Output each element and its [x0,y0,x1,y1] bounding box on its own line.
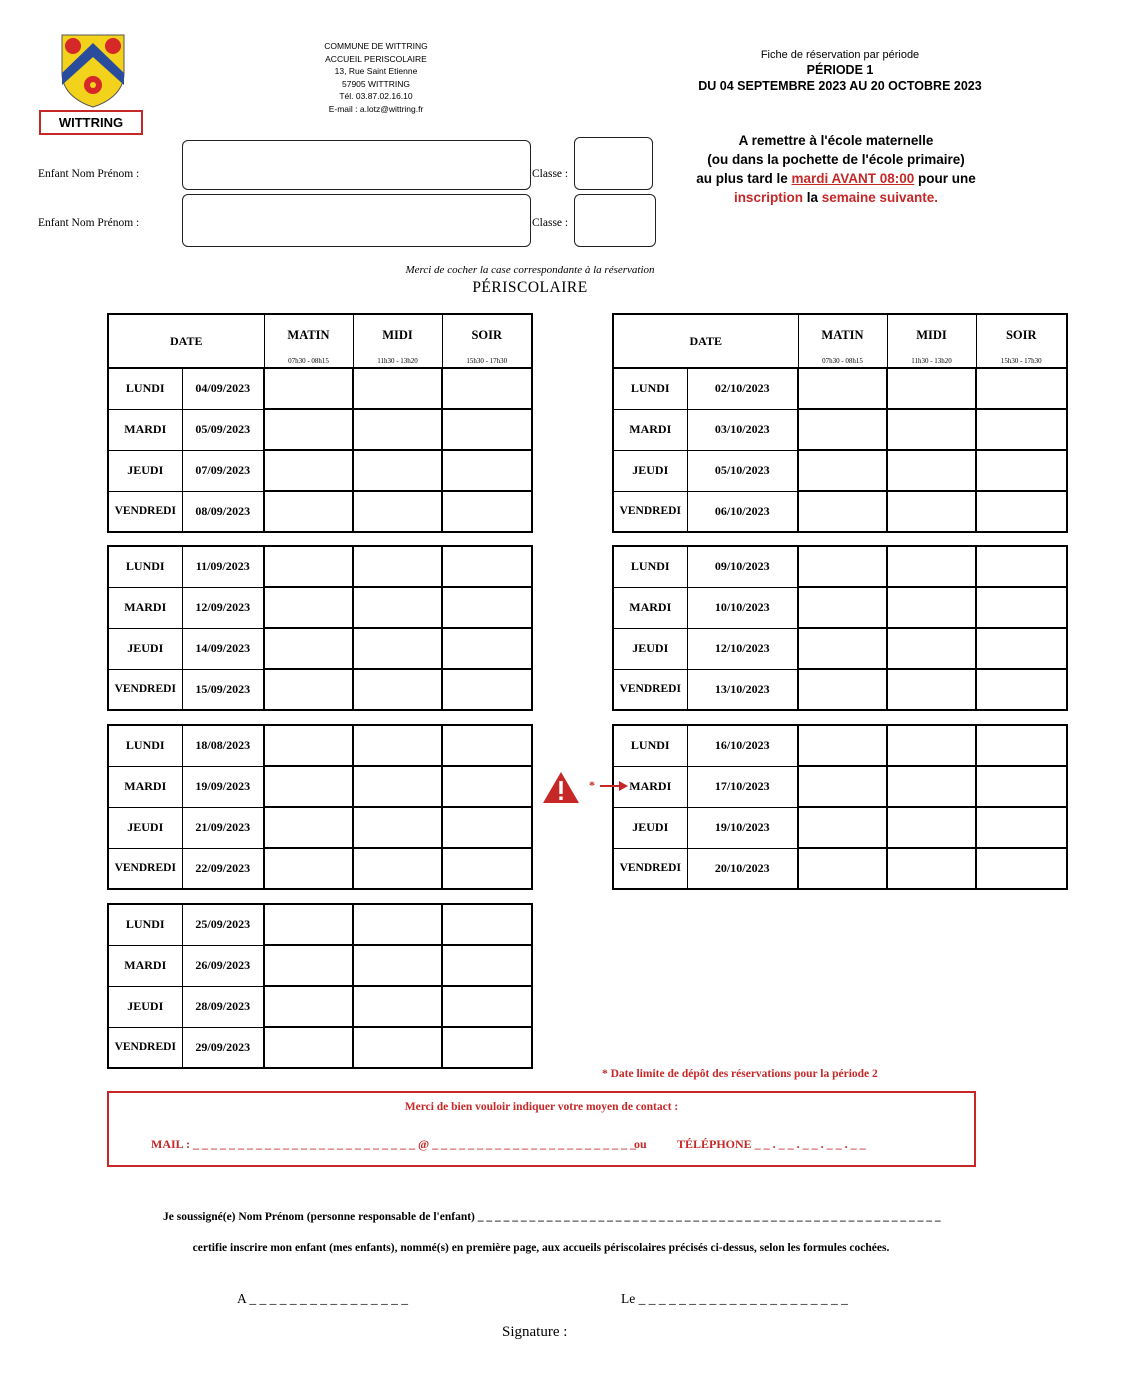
slot-time: 07h30 - 08h15 [822,357,863,365]
slot-time: 11h30 - 13h20 [377,357,418,365]
slot-name: MATIN [821,328,864,342]
date-cell: 12/10/2023 [687,628,798,669]
checkbox-midi[interactable] [887,546,976,587]
checkbox-soir[interactable] [442,848,532,889]
address-line: ACCUEIL PERISCOLAIRE [325,53,427,64]
checkbox-matin[interactable] [264,848,353,889]
date-cell: 07/09/2023 [182,450,264,491]
checkbox-midi[interactable] [353,848,442,889]
table-row [613,807,1067,848]
checkbox-midi[interactable] [887,848,976,889]
notice-highlight: semaine suivante [821,190,935,205]
checkbox-matin[interactable] [264,807,353,848]
checkbox-soir[interactable] [976,409,1067,450]
day-cell: VENDREDI [108,491,182,532]
date-cell: 06/10/2023 [687,491,798,532]
day-cell: JEUDI [108,986,182,1027]
slot-time: 11h30 - 13h20 [911,357,952,365]
date-cell: 21/09/2023 [182,807,264,848]
date-cell: 10/10/2023 [687,587,798,628]
table-row [613,766,1067,807]
week-table [107,367,533,533]
address-block [286,40,466,115]
day-cell: VENDREDI [108,669,182,710]
checkbox-midi[interactable] [353,807,442,848]
table-row [108,725,532,766]
address-line: COMMUNE DE WITTRING [324,41,428,51]
deadline-note: * Date limite de dépôt des réservations pour la période 2 [602,1068,878,1080]
notice-deadline: mardi AVANT 08:00 [791,171,915,186]
day-cell: LUNDI [108,725,182,766]
slot-name: MIDI [382,328,413,342]
date-cell: 26/09/2023 [182,945,264,986]
checkbox-midi[interactable] [353,904,442,945]
checkbox-midi[interactable] [887,725,976,766]
checkbox-soir[interactable] [442,368,532,409]
checkbox-matin[interactable] [798,491,887,532]
checkbox-midi[interactable] [887,491,976,532]
slot-time: 15h30 - 17h30 [466,357,508,365]
checkbox-midi[interactable] [353,669,442,710]
slot-header-matin [264,314,353,368]
address-line: 57905 WITTRING [341,78,411,89]
checkbox-matin[interactable] [798,546,887,587]
date-cell: 02/10/2023 [687,368,798,409]
notice-text: . [934,190,939,205]
date-cell: 19/09/2023 [182,766,264,807]
day-cell: MARDI [613,587,687,628]
instructions: Merci de cocher la case correspondante à la réservation [405,264,655,276]
slot-name: MIDI [916,328,947,342]
warning-icon [541,770,581,805]
checkbox-midi[interactable] [887,587,976,628]
checkbox-matin[interactable] [798,450,887,491]
table-row [108,807,532,848]
checkbox-soir[interactable] [976,368,1067,409]
date-cell: 25/09/2023 [182,904,264,945]
date-cell: 28/09/2023 [182,986,264,1027]
checkbox-matin[interactable] [264,669,353,710]
slot-header-soir [442,314,532,368]
arrow-right-icon [599,780,629,792]
notice-line: A remettre à l'école maternelle [738,133,934,148]
week-table [612,367,1068,533]
place-field[interactable]: A _ _ _ _ _ _ _ _ _ _ _ _ _ _ _ _ [237,1291,409,1306]
checkbox-midi[interactable] [353,587,442,628]
contact-intro: Merci de bien vouloir indiquer votre moyen de contact : [404,1101,679,1113]
checkbox-matin[interactable] [264,628,353,669]
address-line: Tél. 03.87.02.16.10 [339,91,413,101]
checkbox-soir[interactable] [976,491,1067,532]
deadline-star: * [589,778,595,792]
notice-line: (ou dans la pochette de l'école primaire) [707,152,965,167]
contact-or: ou [634,1137,647,1151]
table-row [613,725,1067,766]
date-cell: 20/10/2023 [687,848,798,889]
checkbox-matin[interactable] [264,546,353,587]
checkbox-matin[interactable] [264,587,353,628]
checkbox-soir[interactable] [442,450,532,491]
contact-box [107,1091,976,1167]
logo-wordmark: WITTRING [39,110,143,135]
table-row [108,986,532,1027]
slot-time: 15h30 - 17h30 [1000,357,1042,365]
date-field[interactable]: Le _ _ _ _ _ _ _ _ _ _ _ _ _ _ _ _ _ _ _ _ _ [621,1291,848,1306]
date-cell: 03/10/2023 [687,409,798,450]
date-cell: 09/10/2023 [687,546,798,587]
table-row [613,368,1067,409]
day-cell: LUNDI [613,546,687,587]
day-cell: JEUDI [613,628,687,669]
date-header: DATE [108,314,264,368]
table-row [108,409,532,450]
checkbox-soir[interactable] [442,766,532,807]
checkbox-matin[interactable] [264,725,353,766]
checkbox-midi[interactable] [353,945,442,986]
slot-header-midi [887,314,976,368]
week-table [107,903,533,1069]
checkbox-matin[interactable] [798,669,887,710]
checkbox-soir[interactable] [442,725,532,766]
checkbox-matin[interactable] [264,904,353,945]
day-cell: MARDI [108,409,182,450]
fiche-title: Fiche de réservation par période [760,49,920,61]
checkbox-midi[interactable] [353,450,442,491]
date-cell: 15/09/2023 [182,669,264,710]
day-cell: LUNDI [108,368,182,409]
checkbox-soir[interactable] [976,848,1067,889]
date-header: DATE [613,314,798,368]
date-cell: 11/09/2023 [182,546,264,587]
checkbox-soir[interactable] [442,546,532,587]
notice-highlight: inscription [733,190,803,205]
checkbox-soir[interactable] [442,945,532,986]
checkbox-matin[interactable] [264,368,353,409]
checkbox-soir[interactable] [976,669,1067,710]
date-cell: 22/09/2023 [182,848,264,889]
notice-line [676,188,996,207]
day-cell: LUNDI [613,725,687,766]
day-cell: JEUDI [108,628,182,669]
child-2-classe-field[interactable] [574,194,656,247]
week-table [107,545,533,711]
checkbox-midi[interactable] [887,368,976,409]
checkbox-midi[interactable] [353,1027,442,1068]
checkbox-midi[interactable] [887,766,976,807]
checkbox-midi[interactable] [887,807,976,848]
checkbox-matin[interactable] [798,848,887,889]
checkbox-matin[interactable] [798,409,887,450]
checkbox-midi[interactable] [887,669,976,710]
checkbox-midi[interactable] [353,986,442,1027]
checkbox-soir[interactable] [442,904,532,945]
day-cell: VENDREDI [108,848,182,889]
checkbox-midi[interactable] [353,546,442,587]
checkbox-soir[interactable] [976,766,1067,807]
notice-line [676,169,996,188]
checkbox-matin[interactable] [264,1027,353,1068]
address-line: E-mail : a.lotz@wittring.fr [328,103,424,114]
date-cell: 29/09/2023 [182,1027,264,1068]
checkbox-matin[interactable] [798,725,887,766]
section-title: PÉRISCOLAIRE [472,279,588,296]
date-cell: 16/10/2023 [687,725,798,766]
day-cell: MARDI [108,587,182,628]
day-cell: MARDI [613,766,687,807]
phone-field[interactable]: TÉLÉPHONE _ _ . _ _ . _ _ . _ _ . _ _ [677,1137,866,1151]
notice-text: au plus tard le [696,171,792,186]
date-cell: 17/10/2023 [687,766,798,807]
table-row [108,587,532,628]
checkbox-midi[interactable] [353,628,442,669]
wittring-crest-logo [60,33,126,108]
periode-dates: DU 04 SEPTEMBRE 2023 AU 20 OCTOBRE 2023 [698,79,982,93]
table-row [613,848,1067,889]
slot-time: 07h30 - 08h15 [288,357,329,365]
declaration-name-line[interactable]: Je soussigné(e) Nom Prénom (personne responsable de l'enfant) _ _ _ _ _ _ _ _ _ _ _ _ _ _ _ _ _ _ _ _ _ _ _ _ _ _ _ _ _ _ _ _ _ _ _ _ _ _ _ _ _ _ _ _ _ _ _ _ _ _ _ _ _ _ [163,1211,941,1223]
checkbox-soir[interactable] [442,491,532,532]
date-cell: 14/09/2023 [182,628,264,669]
day-cell: VENDREDI [613,669,687,710]
day-cell: JEUDI [613,450,687,491]
date-cell: 08/09/2023 [182,491,264,532]
checkbox-soir[interactable] [442,409,532,450]
checkbox-midi[interactable] [887,628,976,669]
date-cell: 05/10/2023 [687,450,798,491]
day-cell: VENDREDI [108,1027,182,1068]
table-row [108,450,532,491]
table-header-right [612,313,1068,369]
checkbox-soir[interactable] [442,587,532,628]
checkbox-soir[interactable] [976,807,1067,848]
date-cell: 13/10/2023 [687,669,798,710]
slot-header-matin [798,314,887,368]
table-row [613,587,1067,628]
mail-field[interactable]: MAIL : _ _ _ _ _ _ _ _ _ _ _ _ _ _ _ _ _ _ _ _ _ _ _ _ _ @ _ _ _ _ _ _ _ _ _ _ _ _ _ _ _ _ _ _ _ _ _ _ _ [151,1137,637,1151]
checkbox-matin[interactable] [798,807,887,848]
table-row [613,409,1067,450]
day-cell: MARDI [108,766,182,807]
table-row [613,450,1067,491]
table-row [108,546,532,587]
date-cell: 04/09/2023 [182,368,264,409]
table-row [108,766,532,807]
checkbox-soir[interactable] [976,450,1067,491]
classe-label: Classe : [532,217,569,229]
table-row [613,491,1067,532]
checkbox-matin[interactable] [264,766,353,807]
checkbox-soir[interactable] [442,1027,532,1068]
table-row [108,491,532,532]
day-cell: VENDREDI [613,848,687,889]
checkbox-matin[interactable] [264,409,353,450]
checkbox-matin[interactable] [264,491,353,532]
checkbox-soir[interactable] [976,546,1067,587]
submission-notice [676,131,996,207]
checkbox-midi[interactable] [887,450,976,491]
day-cell: MARDI [613,409,687,450]
child-2-name-field[interactable] [182,194,531,247]
checkbox-midi[interactable] [353,368,442,409]
slot-name: MATIN [287,328,330,342]
table-row [613,546,1067,587]
table-row [108,669,532,710]
notice-text: la [802,190,822,205]
signature-label: Signature : [502,1324,568,1340]
day-cell: MARDI [108,945,182,986]
checkbox-soir[interactable] [976,628,1067,669]
classe-label: Classe : [532,168,569,180]
table-row [108,848,532,889]
date-cell: 12/09/2023 [182,587,264,628]
slot-name: SOIR [1005,328,1037,342]
checkbox-matin[interactable] [798,587,887,628]
slot-name: SOIR [471,328,503,342]
checkbox-soir[interactable] [442,669,532,710]
form-title-block [690,48,990,94]
date-cell: 05/09/2023 [182,409,264,450]
date-cell: 19/10/2023 [687,807,798,848]
table-row [108,368,532,409]
checkbox-soir[interactable] [442,628,532,669]
checkbox-matin[interactable] [264,450,353,491]
slot-header-midi [353,314,442,368]
checkbox-midi[interactable] [353,766,442,807]
slot-header-soir [976,314,1067,368]
child-1-name-field[interactable] [182,140,531,190]
table-header-left [107,313,533,369]
day-cell: LUNDI [108,546,182,587]
checkbox-midi[interactable] [353,725,442,766]
address-line: 13, Rue Saint Etienne [334,66,418,76]
checkbox-soir[interactable] [976,725,1067,766]
periode-title: PÉRIODE 1 [806,63,874,77]
checkbox-matin[interactable] [798,628,887,669]
day-cell: VENDREDI [613,491,687,532]
checkbox-soir[interactable] [976,587,1067,628]
notice-text: pour une [914,171,976,186]
day-cell: LUNDI [108,904,182,945]
checkbox-matin[interactable] [264,986,353,1027]
child-name-label: Enfant Nom Prénom : [38,168,140,180]
week-table [612,545,1068,711]
week-table [612,724,1068,890]
declaration-text: certifie inscrire mon enfant (mes enfants), nommé(s) en première page, aux accueils périscolaires précisés ci-dessus, selon les formules cochées. [192,1242,890,1254]
table-row [108,945,532,986]
table-row [613,628,1067,669]
checkbox-soir[interactable] [442,807,532,848]
date-cell: 18/08/2023 [182,725,264,766]
table-row [108,904,532,945]
child-name-label: Enfant Nom Prénom : [38,217,140,229]
day-cell: JEUDI [613,807,687,848]
day-cell: LUNDI [613,368,687,409]
checkbox-midi[interactable] [353,409,442,450]
day-cell: JEUDI [108,807,182,848]
checkbox-midi[interactable] [887,409,976,450]
checkbox-matin[interactable] [798,766,887,807]
table-row [108,628,532,669]
week-table [107,724,533,890]
checkbox-matin[interactable] [264,945,353,986]
table-row [108,1027,532,1068]
checkbox-midi[interactable] [353,491,442,532]
checkbox-matin[interactable] [798,368,887,409]
day-cell: JEUDI [108,450,182,491]
checkbox-soir[interactable] [442,986,532,1027]
child-1-classe-field[interactable] [574,137,653,190]
table-row [613,669,1067,710]
